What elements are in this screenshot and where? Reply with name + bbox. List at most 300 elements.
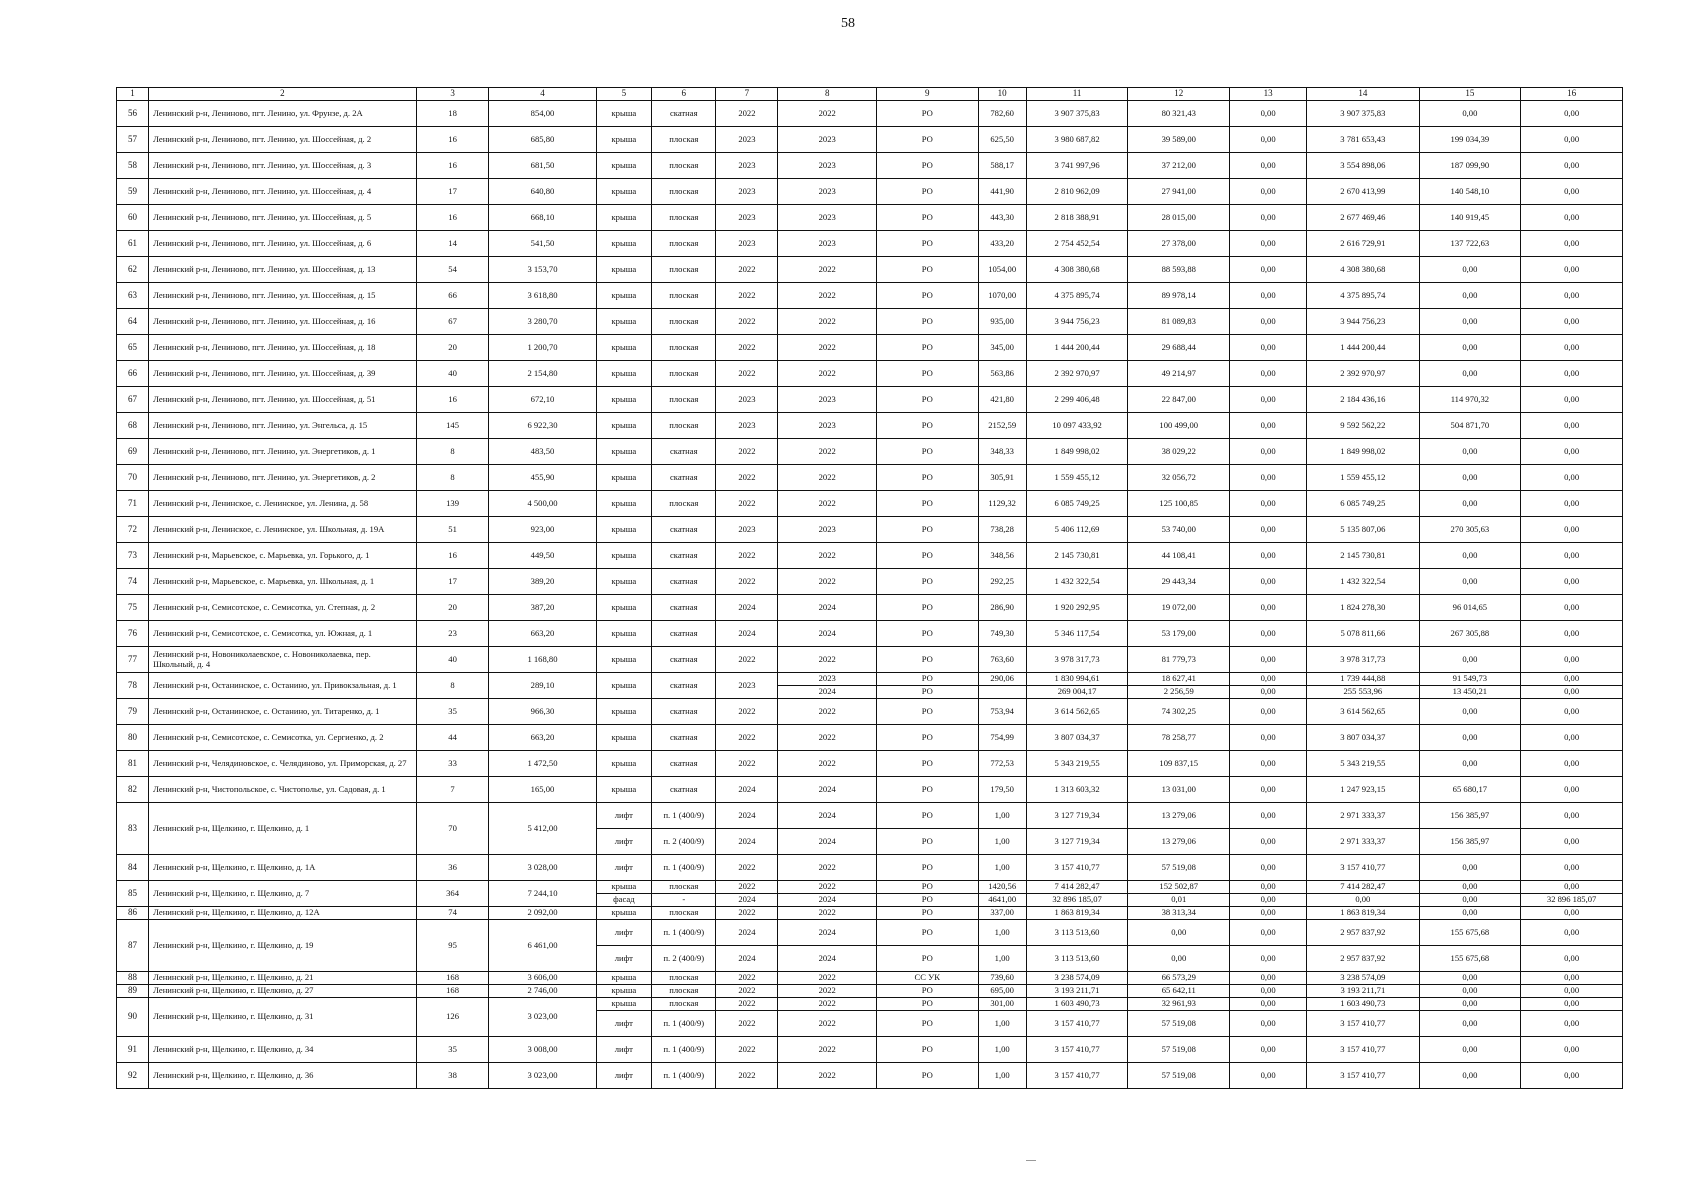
table-cell: лифт [596, 855, 652, 881]
table-cell: 44 [416, 725, 489, 751]
table-cell: 739,60 [978, 972, 1026, 985]
table-cell: РО [876, 894, 978, 907]
table-cell: 66 [416, 283, 489, 309]
table-cell: Ленинский р-н, Лениново, пгт. Ленино, ул. Шоссейная, д. 18 [149, 335, 417, 361]
table-cell: 3 618,80 [489, 283, 596, 309]
table-cell: 5 [596, 88, 652, 101]
table-cell: крыша [596, 777, 652, 803]
table-cell: 1,00 [978, 855, 1026, 881]
table-cell: 640,80 [489, 179, 596, 205]
table-cell: 2023 [778, 153, 876, 179]
table-cell: 2 145 730,81 [1026, 543, 1128, 569]
table-cell: РО [876, 205, 978, 231]
table-cell: 79 [117, 699, 149, 725]
table-cell: крыша [596, 387, 652, 413]
table-cell: п. 1 (400/9) [652, 1063, 716, 1089]
table-cell: 0,00 [1230, 751, 1307, 777]
table-cell: 421,80 [978, 387, 1026, 413]
table-cell: 36 [416, 855, 489, 881]
table-cell: Ленинский р-н, Чистопольское, с. Чистополье, ул. Садовая, д. 1 [149, 777, 417, 803]
table-cell: 0,00 [1230, 1011, 1307, 1037]
table-cell: 0,00 [1230, 101, 1307, 127]
table-cell: 2022 [778, 725, 876, 751]
table-cell: 0,00 [1230, 569, 1307, 595]
table-cell: 2024 [716, 920, 778, 946]
table-cell: РО [876, 920, 978, 946]
table-cell: 685,80 [489, 127, 596, 153]
table-cell: 337,00 [978, 907, 1026, 920]
table-cell: 38 029,22 [1128, 439, 1230, 465]
table-cell: 61 [117, 231, 149, 257]
table-cell: п. 1 (400/9) [652, 920, 716, 946]
table-cell: 70 [117, 465, 149, 491]
table-row [117, 647, 1623, 673]
table-cell: 77 [117, 647, 149, 673]
table-cell: 0,00 [1230, 647, 1307, 673]
table-cell: 663,20 [489, 725, 596, 751]
table-cell: 2023 [716, 673, 778, 699]
table-cell: 2023 [778, 517, 876, 543]
table-cell: 2023 [778, 413, 876, 439]
table-cell: 2024 [716, 829, 778, 855]
table-cell: 12 [1128, 88, 1230, 101]
table-cell: 2024 [716, 621, 778, 647]
table-cell: 3 741 997,96 [1026, 153, 1128, 179]
table-cell: крыша [596, 673, 652, 699]
table-cell: 0,00 [1521, 972, 1623, 985]
table-cell: 38 [416, 1063, 489, 1089]
table-cell: 0,00 [1419, 1063, 1521, 1089]
table-cell: 13 450,21 [1419, 686, 1521, 699]
table-cell: 72 [117, 517, 149, 543]
table-cell: 2024 [778, 894, 876, 907]
table-cell: 53 740,00 [1128, 517, 1230, 543]
table-cell: РО [876, 517, 978, 543]
table-cell: 443,30 [978, 205, 1026, 231]
table-cell: 0,00 [1419, 257, 1521, 283]
table-cell: 3 157 410,77 [1307, 855, 1419, 881]
table-cell: лифт [596, 1037, 652, 1063]
table-cell: РО [876, 153, 978, 179]
table-cell: 3 807 034,37 [1307, 725, 1419, 751]
table-cell: 16 [416, 127, 489, 153]
table-cell: 23 [416, 621, 489, 647]
table-cell: Ленинский р-н, Лениново, пгт. Ленино, ул. Шоссейная, д. 51 [149, 387, 417, 413]
table-cell: 125 100,85 [1128, 491, 1230, 517]
table-cell: 2024 [778, 777, 876, 803]
table-cell: 73 [117, 543, 149, 569]
table-cell: РО [876, 751, 978, 777]
table-cell: Ленинский р-н, Лениново, пгт. Ленино, ул. Шоссейная, д. 13 [149, 257, 417, 283]
table-cell: 2022 [778, 907, 876, 920]
table-cell: 2023 [716, 205, 778, 231]
table-cell: 5 406 112,69 [1026, 517, 1128, 543]
table-cell: 625,50 [978, 127, 1026, 153]
table-cell: 75 [117, 595, 149, 621]
table-cell: 0,00 [1230, 998, 1307, 1011]
table-cell: РО [876, 1063, 978, 1089]
table-cell: 0,00 [1230, 946, 1307, 972]
table-cell: 0,00 [1521, 309, 1623, 335]
table-cell: Ленинский р-н, Останинское, с. Останино, ул. Привокзальная, д. 1 [149, 673, 417, 699]
table-cell: 301,00 [978, 998, 1026, 1011]
table-cell: 2022 [716, 751, 778, 777]
table-cell: 4 500,00 [489, 491, 596, 517]
table-cell: 89 [117, 985, 149, 998]
table-cell: 60 [117, 205, 149, 231]
table-cell: 0,00 [1419, 1037, 1521, 1063]
table-cell: 2023 [716, 517, 778, 543]
table-row [117, 972, 1623, 985]
table-cell: 2022 [716, 1037, 778, 1063]
table-cell: плоская [652, 153, 716, 179]
table-cell: 63 [117, 283, 149, 309]
table-cell: 0,00 [1419, 725, 1521, 751]
table-cell: РО [876, 725, 978, 751]
table-cell: 0,00 [1521, 998, 1623, 1011]
table-cell: 3 127 719,34 [1026, 803, 1128, 829]
table-row [117, 465, 1623, 491]
table-cell: Ленинский р-н, Щелкино, г. Щелкино, д. 1А [149, 855, 417, 881]
table-cell: скатная [652, 439, 716, 465]
table-cell: 0,00 [1521, 621, 1623, 647]
table-cell: 0,01 [1128, 894, 1230, 907]
table-cell: 4 375 895,74 [1307, 283, 1419, 309]
table-cell: 0,00 [1521, 335, 1623, 361]
table-cell: 1,00 [978, 803, 1026, 829]
table-cell: 1 559 455,12 [1307, 465, 1419, 491]
table-cell: 1,00 [978, 1063, 1026, 1089]
table-cell: Ленинский р-н, Семисотское, с. Семисотка, ул. Сергиенко, д. 2 [149, 725, 417, 751]
table-cell: РО [876, 1011, 978, 1037]
table-cell: 3 157 410,77 [1026, 1037, 1128, 1063]
table-cell: 1054,00 [978, 257, 1026, 283]
table-cell: 0,00 [1419, 1011, 1521, 1037]
table-cell: 3 [416, 88, 489, 101]
table-cell: 0,00 [1521, 855, 1623, 881]
table-cell: плоская [652, 361, 716, 387]
table-cell: 0,00 [1521, 673, 1623, 686]
table-cell: 66 573,29 [1128, 972, 1230, 985]
table-cell: 267 305,88 [1419, 621, 1521, 647]
table-cell: 0,00 [1521, 153, 1623, 179]
table-cell: Ленинский р-н, Лениново, пгт. Ленино, ул. Шоссейная, д. 16 [149, 309, 417, 335]
table-cell: 114 970,32 [1419, 387, 1521, 413]
table-cell: п. 2 (400/9) [652, 829, 716, 855]
table-cell: 91 [117, 1037, 149, 1063]
table-cell: 0,00 [1230, 231, 1307, 257]
table-cell: Ленинский р-н, Щелкино, г. Щелкино, д. 1 [149, 803, 417, 855]
table-cell: скатная [652, 517, 716, 543]
table-cell: 168 [416, 972, 489, 985]
table-cell: 2022 [716, 1063, 778, 1089]
table-cell: 2024 [778, 686, 876, 699]
table-cell: 92 [117, 1063, 149, 1089]
table-row [117, 491, 1623, 517]
table-cell: 168 [416, 985, 489, 998]
table-cell: Ленинский р-н, Лениново, пгт. Ленино, ул. Фрунзе, д. 2А [149, 101, 417, 127]
table-cell: 0,00 [1230, 686, 1307, 699]
table-cell: 33 [416, 751, 489, 777]
table-cell: 67 [117, 387, 149, 413]
table-cell: 2022 [778, 101, 876, 127]
table-cell: 7 244,10 [489, 881, 596, 907]
table-row [117, 803, 1623, 829]
table-cell: 35 [416, 1037, 489, 1063]
table-cell: Ленинский р-н, Ленинское, с. Ленинское, ул. Ленина, д. 58 [149, 491, 417, 517]
repair-schedule-table [116, 87, 1623, 1089]
table-cell: Ленинский р-н, Лениново, пгт. Ленино, ул. Шоссейная, д. 15 [149, 283, 417, 309]
table-cell: 854,00 [489, 101, 596, 127]
table-cell: 3 606,00 [489, 972, 596, 985]
table-cell: лифт [596, 803, 652, 829]
table-cell: 17 [416, 179, 489, 205]
table-cell: 0,00 [1230, 179, 1307, 205]
table-cell: 0,00 [1230, 855, 1307, 881]
table-cell: 86 [117, 907, 149, 920]
table-row [117, 309, 1623, 335]
table-cell: 6 [652, 88, 716, 101]
table-cell: 2022 [778, 309, 876, 335]
table-cell: 2022 [716, 335, 778, 361]
table-cell: РО [876, 946, 978, 972]
table-cell: крыша [596, 179, 652, 205]
table-cell: 16 [416, 387, 489, 413]
table-cell: 8 [416, 465, 489, 491]
table-cell: 0,00 [1230, 127, 1307, 153]
table-cell: 0,00 [1419, 465, 1521, 491]
table-cell: 4 308 380,68 [1026, 257, 1128, 283]
table-cell: 2024 [716, 803, 778, 829]
table-cell: крыша [596, 621, 652, 647]
table-cell: - [652, 894, 716, 907]
table-cell: 74 [117, 569, 149, 595]
table-cell: 2022 [716, 491, 778, 517]
table-cell: РО [876, 101, 978, 127]
table-cell: плоская [652, 231, 716, 257]
table-cell: 78 [117, 673, 149, 699]
table-cell: 5 135 807,06 [1307, 517, 1419, 543]
table-cell: 2 [149, 88, 417, 101]
table-cell: крыша [596, 907, 652, 920]
table-cell: 754,99 [978, 725, 1026, 751]
table-cell: 14 [1307, 88, 1419, 101]
table-cell: 749,30 [978, 621, 1026, 647]
table-cell: фасад [596, 894, 652, 907]
table-cell: плоская [652, 179, 716, 205]
table-cell: 2024 [716, 777, 778, 803]
table-cell: 449,50 [489, 543, 596, 569]
table-cell: 14 [416, 231, 489, 257]
table-cell: 199 034,39 [1419, 127, 1521, 153]
table-cell: 389,20 [489, 569, 596, 595]
table-cell: 57 519,08 [1128, 1037, 1230, 1063]
table-cell: 2 810 962,09 [1026, 179, 1128, 205]
table-cell: 0,00 [1521, 920, 1623, 946]
table-cell: 20 [416, 595, 489, 621]
table-cell: 56 [117, 101, 149, 127]
table-cell: РО [876, 855, 978, 881]
table-cell: скатная [652, 101, 716, 127]
table-cell: 84 [117, 855, 149, 881]
table-cell: 2022 [778, 283, 876, 309]
table-cell: 83 [117, 803, 149, 855]
table-cell: 81 779,73 [1128, 647, 1230, 673]
table-cell: Ленинский р-н, Лениново, пгт. Ленино, ул. Шоссейная, д. 5 [149, 205, 417, 231]
table-cell: 27 941,00 [1128, 179, 1230, 205]
table-cell: 0,00 [1230, 920, 1307, 946]
table-cell: 2023 [716, 179, 778, 205]
table-cell: 3 554 898,06 [1307, 153, 1419, 179]
table-cell: п. 1 (400/9) [652, 855, 716, 881]
table-cell: 3 944 756,23 [1307, 309, 1419, 335]
table-cell: 0,00 [1230, 881, 1307, 894]
table-cell: РО [876, 127, 978, 153]
table-cell: 90 [117, 998, 149, 1037]
table-row [117, 361, 1623, 387]
table-cell: 348,33 [978, 439, 1026, 465]
table-cell: 269 004,17 [1026, 686, 1128, 699]
table-cell: Ленинский р-н, Лениново, пгт. Ленино, ул. Шоссейная, д. 6 [149, 231, 417, 257]
table-cell: 49 214,97 [1128, 361, 1230, 387]
table-cell: 2022 [778, 985, 876, 998]
table-cell: 0,00 [1230, 725, 1307, 751]
table-cell: 78 258,77 [1128, 725, 1230, 751]
table-cell: 2022 [716, 647, 778, 673]
table-cell: 76 [117, 621, 149, 647]
table-cell: крыша [596, 985, 652, 998]
table-row [117, 205, 1623, 231]
table-cell: 3 157 410,77 [1026, 1011, 1128, 1037]
table-cell: 0,00 [1521, 1063, 1623, 1089]
table-cell: 10 [978, 88, 1026, 101]
table-cell: 0,00 [1230, 361, 1307, 387]
table-cell: 11 [1026, 88, 1128, 101]
table-cell: 2022 [716, 699, 778, 725]
table-cell: 772,53 [978, 751, 1026, 777]
table-cell: 0,00 [1419, 361, 1521, 387]
table-cell: 35 [416, 699, 489, 725]
table-cell: 1 559 455,12 [1026, 465, 1128, 491]
table-cell: 1 168,80 [489, 647, 596, 673]
table-cell: 187 099,90 [1419, 153, 1521, 179]
table-cell: 32 961,93 [1128, 998, 1230, 1011]
table-cell: 270 305,63 [1419, 517, 1521, 543]
table-cell: РО [876, 439, 978, 465]
table-cell: крыша [596, 465, 652, 491]
table-cell: 0,00 [1521, 1011, 1623, 1037]
table-cell: 0,00 [1230, 907, 1307, 920]
table-cell: 66 [117, 361, 149, 387]
table-cell: 5 078 811,66 [1307, 621, 1419, 647]
table-row [117, 777, 1623, 803]
table-cell: 0,00 [1419, 543, 1521, 569]
table-cell: РО [876, 673, 978, 686]
table-row [117, 387, 1623, 413]
table-cell: 139 [416, 491, 489, 517]
table-cell: крыша [596, 309, 652, 335]
table-cell: лифт [596, 946, 652, 972]
table-cell: 0,00 [1521, 829, 1623, 855]
table-row [117, 101, 1623, 127]
table-cell: 165,00 [489, 777, 596, 803]
table-cell: 59 [117, 179, 149, 205]
table-cell: 2024 [778, 621, 876, 647]
table-cell: 0,00 [1521, 647, 1623, 673]
table-cell: 13 031,00 [1128, 777, 1230, 803]
table-cell: 292,25 [978, 569, 1026, 595]
table-cell: 0,00 [1419, 335, 1521, 361]
table-cell: 2023 [716, 127, 778, 153]
table-cell: Ленинский р-н, Марьевское, с. Марьевка, ул. Горького, д. 1 [149, 543, 417, 569]
table-cell: Ленинский р-н, Лениново, пгт. Ленино, ул. Шоссейная, д. 39 [149, 361, 417, 387]
table-cell: 137 722,63 [1419, 231, 1521, 257]
table-row [117, 855, 1623, 881]
table-cell: 6 922,30 [489, 413, 596, 439]
table-row [117, 1063, 1623, 1089]
table-cell: плоская [652, 413, 716, 439]
table-cell: скатная [652, 699, 716, 725]
table-cell: крыша [596, 439, 652, 465]
table-cell: скатная [652, 725, 716, 751]
table-cell: 0,00 [1128, 920, 1230, 946]
table-cell: Ленинский р-н, Лениново, пгт. Ленино, ул. Энгельса, д. 15 [149, 413, 417, 439]
table-cell: 2022 [716, 309, 778, 335]
table-cell: скатная [652, 621, 716, 647]
table-cell: крыша [596, 335, 652, 361]
table-cell: Ленинский р-н, Челядиновское, с. Челядиново, ул. Приморская, д. 27 [149, 751, 417, 777]
table-cell: плоская [652, 972, 716, 985]
table-cell: 2022 [778, 1011, 876, 1037]
table-row [117, 595, 1623, 621]
table-cell: 255 553,96 [1307, 686, 1419, 699]
table-cell: 22 847,00 [1128, 387, 1230, 413]
table-cell: 2152,59 [978, 413, 1026, 439]
table-cell: 2022 [716, 257, 778, 283]
table-cell: Ленинский р-н, Лениново, пгт. Ленино, ул. Энергетиков, д. 1 [149, 439, 417, 465]
table-cell: 0,00 [1128, 946, 1230, 972]
table-cell: 2024 [716, 595, 778, 621]
table-cell: плоская [652, 985, 716, 998]
table-cell: 0,00 [1521, 946, 1623, 972]
table-cell: 89 978,14 [1128, 283, 1230, 309]
table-cell: 0,00 [1521, 751, 1623, 777]
table-cell: 3 978 317,73 [1307, 647, 1419, 673]
table-cell: 0,00 [1521, 595, 1623, 621]
table-cell: Ленинский р-н, Щелкино, г. Щелкино, д. 36 [149, 1063, 417, 1089]
table-row [117, 621, 1623, 647]
table-cell: 6 085 749,25 [1026, 491, 1128, 517]
table-cell: 0,00 [1419, 569, 1521, 595]
table-row [117, 179, 1623, 205]
table-cell: 40 [416, 361, 489, 387]
table-cell: 145 [416, 413, 489, 439]
table-cell: 2 746,00 [489, 985, 596, 998]
table-cell: 0,00 [1521, 127, 1623, 153]
table-cell: 51 [416, 517, 489, 543]
table-cell: 13 [1230, 88, 1307, 101]
table-cell: 3 978 317,73 [1026, 647, 1128, 673]
table-cell: 1 444 200,44 [1307, 335, 1419, 361]
table-cell: 9 [876, 88, 978, 101]
table-cell: 0,00 [1230, 309, 1307, 335]
table-cell: РО [876, 283, 978, 309]
table-row [117, 335, 1623, 361]
table-cell: 2 670 413,99 [1307, 179, 1419, 205]
table-cell: 2022 [716, 881, 778, 894]
table-cell: 1420,56 [978, 881, 1026, 894]
table-cell: 2 392 970,97 [1026, 361, 1128, 387]
